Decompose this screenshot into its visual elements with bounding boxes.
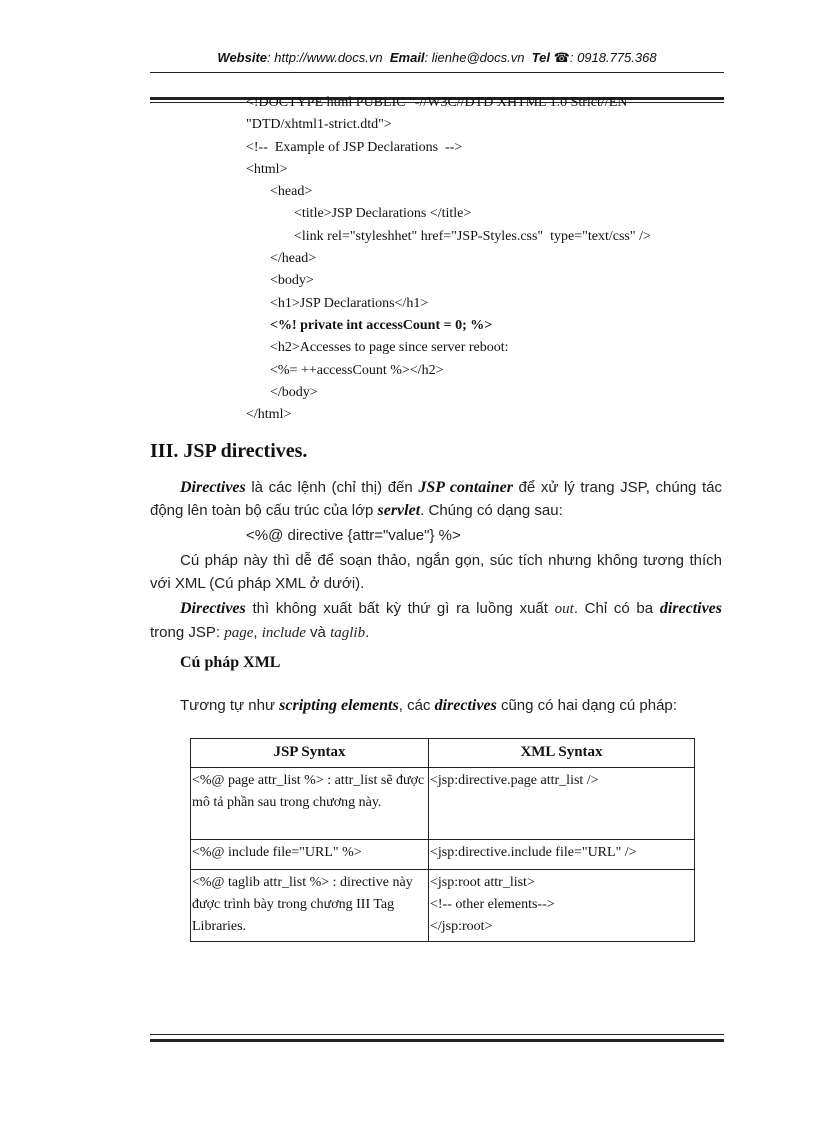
code-line: <body> (270, 273, 314, 289)
table-header: XML Syntax (429, 739, 695, 768)
text: , (253, 624, 262, 641)
term: Directives (180, 479, 246, 496)
text: . Chúng có dạng sau: (420, 502, 563, 519)
text: và (305, 624, 331, 641)
table-cell: <%@ include file="URL" %> (191, 840, 429, 870)
table-header-row (191, 739, 695, 768)
code-line: "DTD/xhtml1-strict.dtd"> (246, 117, 392, 133)
website-label: Website (217, 50, 268, 65)
text: , các (398, 697, 435, 714)
text: trong JSP: (150, 624, 225, 641)
paragraph-output (150, 597, 722, 645)
table-cell: <jsp:root attr_list> <!-- other elements--> </jsp:root> (429, 870, 695, 942)
text: là các lệnh (chỉ thị) đến (245, 479, 419, 496)
table-row (191, 768, 695, 840)
email-value: : lienhe@docs.vn (424, 50, 525, 65)
text: thì không xuất bất kỳ thứ gì ra luồng xuất (245, 600, 555, 617)
text: Cú pháp này thì dễ để soạn thảo, ngắn gọn, súc tích nhưng không tương thích với XML (Cú pháp XML ở dưới). (150, 552, 722, 592)
code-line: <title>JSP Declarations </title> (294, 206, 472, 222)
code-line: <%! private int accessCount = 0; %> (270, 317, 493, 333)
term: include (261, 625, 306, 641)
term: page (224, 625, 254, 641)
tel-label: Tel (531, 50, 551, 65)
paragraph-directives (150, 476, 722, 522)
text: . (365, 624, 370, 641)
text: . Chỉ có ba (573, 600, 660, 617)
table-cell: <%@ taglib attr_list %> : directive này được trình bày trong chương III Tag Libraries. (191, 870, 429, 942)
text: cũng có hai dạng cú pháp: (496, 697, 677, 714)
text: để xử lý trang JSP, chúng tác động lên toàn bộ cấu trúc của lớp (150, 479, 722, 519)
paragraph-xml (180, 694, 740, 717)
term: directives (434, 697, 497, 714)
term: Directives (180, 600, 246, 617)
code-listing (246, 92, 651, 426)
syntax-line: <%@ directive {attr="value"} %> (246, 527, 461, 544)
term: JSP container (418, 479, 513, 496)
code-line: </head> (270, 251, 317, 267)
table-row (191, 870, 695, 942)
subheading: Cú pháp XML (180, 654, 281, 671)
term: directives (659, 600, 723, 617)
footer-rule (150, 1034, 724, 1035)
email-label: Email (389, 50, 425, 65)
website-value: : http://www.docs.vn (267, 50, 383, 65)
term: scripting elements (279, 697, 399, 714)
term: servlet (377, 502, 421, 519)
footer-double-rule (150, 1039, 724, 1042)
code-line: <h1>JSP Declarations</h1> (270, 295, 429, 311)
page-header (150, 50, 724, 66)
code-line: <html> (246, 161, 288, 177)
code-line: </body> (270, 384, 318, 400)
code-line: <!-- Example of JSP Declarations --> (246, 139, 463, 155)
table-cell: <jsp:directive.page attr_list /> (429, 768, 695, 840)
term: taglib (330, 625, 366, 641)
syntax-table (190, 738, 695, 942)
table-cell: <jsp:directive.include file="URL" /> (429, 840, 695, 870)
table-header: JSP Syntax (191, 739, 429, 768)
section-title: III. JSP directives. (150, 440, 308, 462)
paragraph-syntax (150, 549, 722, 595)
table-cell: <%@ page attr_list %> : attr_list sẽ được mô tả phần sau trong chương này. (191, 768, 429, 840)
term: out (554, 601, 574, 617)
phone-icon: ☎ (553, 50, 570, 65)
table-row (191, 840, 695, 870)
tel-value: : 0918.775.368 (569, 50, 657, 65)
code-line: <head> (270, 184, 313, 200)
code-line: <link rel="styleshhet" href="JSP-Styles.css" type="text/css" /> (294, 228, 651, 244)
code-line: <!DOCTYPE html PUBLIC "-//W3C//DTD XHTML 1.0 Strict//EN" (246, 95, 634, 110)
code-line: <%= ++accessCount %></h2> (270, 362, 444, 378)
header-rule (150, 72, 724, 73)
code-line: </html> (246, 407, 292, 423)
text: Tương tự như (180, 697, 280, 714)
code-line: <h2>Accesses to page since server reboot: (270, 340, 509, 356)
